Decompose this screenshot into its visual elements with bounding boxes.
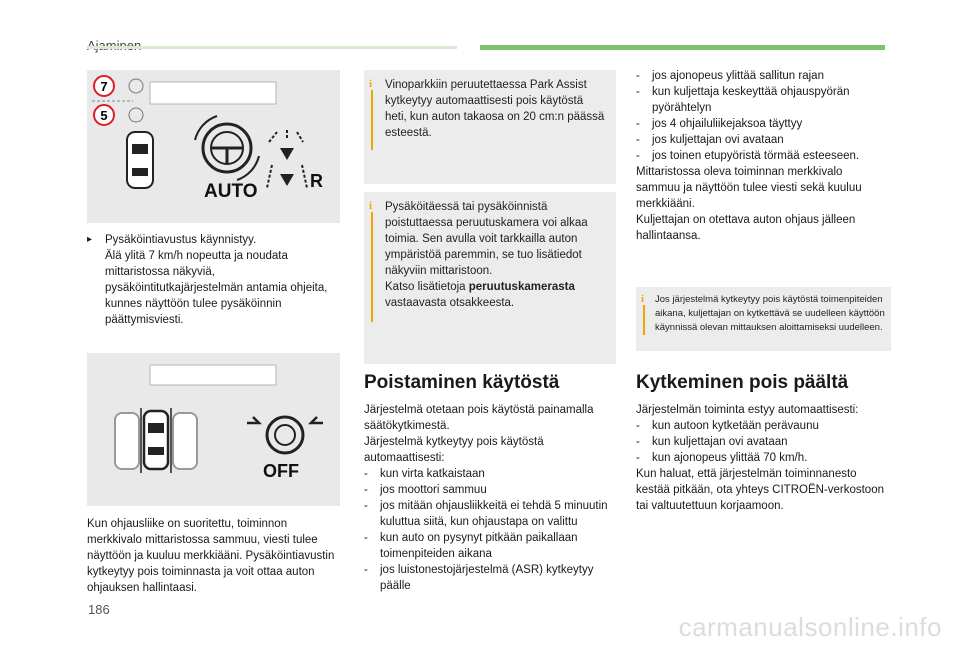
list-item: - jos mitään ohjausliikkeitä ei tehdä 5 minuutin kuluttua siitä, kun ohjaustapa on valittu [364,498,620,530]
auto-label: AUTO [204,181,258,202]
figure-park-assist-auto [87,70,340,223]
heading-turn-off: Kytkeminen pois päältä [636,372,849,393]
note-angled-parking [364,70,616,184]
park-assist-off-illustration [87,353,340,506]
list-item: - jos moottori sammuu [364,482,620,498]
steering-small-icon [129,79,143,93]
reverse-arrows-icon [267,130,307,188]
reverse-label: R [310,171,323,191]
heading-disable: Poistaminen käytöstä [364,372,560,393]
steering-wheel-auto-icon [195,116,259,180]
turn-off-conditions-list [636,418,892,466]
badge-5-label: 5 [100,108,108,123]
list-item: - jos luistonestojärjestelmä (ASR) kytkeytyy päälle [364,562,620,594]
note-reactivate-text: Jos järjestelmä kytkeytyy pois käytöstä toimenpiteiden aikana, kuljettajan on kytkettävä se uudelleen käyttöön käynnissä olevan mittauksen aloittamiseksi uudelleen. [655,294,885,333]
list-item: - jos ajonopeus ylittää sallitun rajan [636,68,886,84]
disable-section-text: Järjestelmä otetaan pois käytöstä painamalla säätökytkimestä. Järjestelmä kytkeytyy pois käytöstä automaattisesti: - kun virta katkaistaan - jos moottori sammuu - jos mitään ohjausliikkeitä ei tehdä 5 minuutin kuluttua siitä, kun ohjaustapa on valittu - kun auto on pysynyt pitkään paikallaan toimenpiteiden aikana - jos luistonestojärjestelmä (ASR) kytkeytyy päälle [364,402,620,594]
badge-7-label: 7 [100,79,108,94]
list-item: - kun kuljettajan ovi avataan [636,434,892,450]
figure-park-assist-off [87,353,340,506]
note-reverse-camera [364,192,616,364]
note-angled-parking-text: Vinoparkkiin peruutettaessa Park Assist kytkeytyy automaattisesti pois käytöstä heti, kun auton takaosa on 20 cm:n päässä esteestä. [385,79,605,139]
disable-conditions-list [364,466,620,594]
col3-conditions-text: - jos ajonopeus ylittää sallitun rajan - kun kuljettaja keskeyttää ohjauspyörän pyörähtelyn - jos 4 ohjailuliikejaksoa täyttyy - jos kuljettajan ovi avataan - jos toinen etupyöristä törmää esteeseen. Mittaristossa oleva toiminnan merkkivalo sammuu ja näyttöön tulee viesti sekä kuuluu merkkiääni. Kuljettajan on otettava auton ohjaus jälleen hallintaansa. [636,68,886,244]
car-icon [127,132,153,188]
list-item: - jos 4 ohjailuliikejaksoa täyttyy [636,116,886,132]
header-accent-bar [480,45,885,50]
list-item: - jos toinen etupyöristä törmää esteeseen. [636,148,886,164]
header-rule [87,46,457,49]
park-assist-illustration [87,70,340,223]
info-icon: i [369,200,373,212]
note-reverse-camera-text: Pysäköitäessä tai pysäköinnistä poistuttaessa peruutuskamera voi alkaa toimia. Sen avulla voit tarkkailla auton ympäristöä paremmin, se tuo lisätiedot näkyviin mittaristoon. Katso lisätietoja peruutuskamerasta vastaavasta otsakkeesta. [385,201,588,309]
completion-paragraph: Kun ohjausliike on suoritettu, toiminnon merkkivalo mittaristossa sammuu, viesti tulee näyttöön ja kuuluu merkkiääni. Pysäköintiavustin kytkeytyy pois toiminnasta ja voit ottaa auton ohjauksen hallintaasi. [87,518,335,594]
list-item: - kun kuljettaja keskeyttää ohjauspyörän pyörähtelyn [636,84,886,116]
off-label: OFF [263,461,299,481]
list-item: - kun autoon kytketään perävaunu [636,418,892,434]
note-reactivate [636,287,891,351]
info-icon: i [369,78,373,90]
list-item: - kun auto on pysynyt pitkään paikallaan toimenpiteiden aikana [364,530,620,562]
list-item: - kun virta katkaistaan [364,466,620,482]
list-item: - jos kuljettajan ovi avataan [636,132,886,148]
turn-off-section-text: Järjestelmän toiminta estyy automaattisesti: - kun autoon kytketään perävaunu - kun kuljettajan ovi avataan - kun ajonopeus ylittää 70 km/h. Kun haluat, että järjestelmän toiminnanesto kestää pitkään, ota yhteys CITROËN-verkostoon tai valtuutettuun korjaamoon. [636,402,892,514]
info-icon: i [641,293,645,305]
parking-cars-icon [115,408,197,473]
steering-wheel-off-icon [247,417,323,453]
watermark: carmanualsonline.info [678,612,942,642]
page-number: 186 [88,602,110,617]
col3-conditions-list [636,68,886,164]
list-item: - kun ajonopeus ylittää 70 km/h. [636,450,892,466]
arrow-bullet-icon: ▸ [87,234,93,245]
reverse-camera-link[interactable]: peruutuskamerasta [468,281,575,293]
park-assist-start-text: ▸ Pysäköintiavustus käynnistyy. Älä ylitä 7 km/h nopeutta ja noudata mittaristossa näkyviä, pysäköintitutkajärjestelmän antamia ohjeita, kunnes näyttöön tulee pysäköinnin päättymisviesti. [87,234,328,326]
